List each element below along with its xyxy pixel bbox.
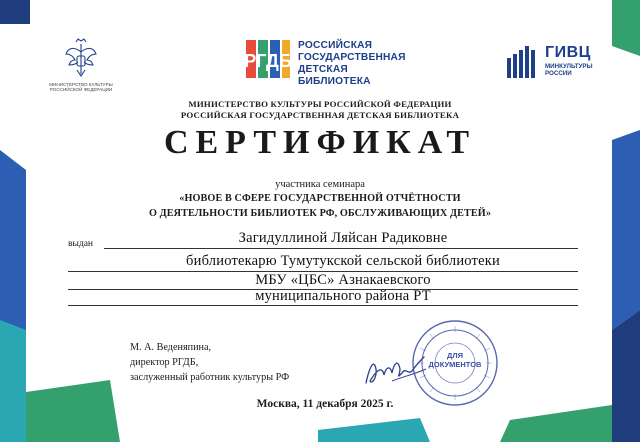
givc-logo-sub-line: РОССИИ — [545, 69, 572, 77]
band-bottom-mid-teal — [318, 418, 430, 442]
rgdb-logo-line: РОССИЙСКАЯ — [298, 40, 373, 51]
issue-date-text: Москва, 11 декабря 2025 г. — [256, 398, 394, 410]
rgdb-mark-icon — [244, 36, 292, 82]
givc-logo-title: ГИВЦ — [545, 44, 591, 61]
signatory-title: заслуженный работник культуры РФ — [130, 372, 290, 383]
eagle-emblem-icon — [64, 38, 98, 80]
recipient-name: Загидуллиной Ляйсан Радиковне — [238, 230, 448, 246]
certificate-title: СЕРТИФИКАТ — [163, 124, 477, 161]
issued-label: выдан — [68, 239, 94, 249]
stamp-label — [410, 352, 500, 369]
organizer-line-2: РОССИЙСКАЯ ГОСУДАРСТВЕННАЯ ДЕТСКАЯ БИБЛИОТЕКА — [180, 110, 460, 120]
seminar-title-line-2: О ДЕЯТЕЛЬНОСТИ БИБЛИОТЕК РФ, ОБСЛУЖИВАЮЩИХ ДЕТЕЙ» — [148, 208, 492, 219]
stamp — [410, 318, 500, 408]
stamp-label-line: ДЛЯ — [447, 351, 463, 360]
rgdb-logo-line: ГОСУДАРСТВЕННАЯ — [298, 52, 406, 63]
givc-logo-sub — [545, 64, 593, 78]
svg-text:РГДБ: РГДБ — [244, 51, 292, 71]
band-bottom-left-green — [26, 380, 120, 442]
issue-date — [0, 398, 640, 410]
organizer-line-1: МИНИСТЕРСТВО КУЛЬТУРЫ РОССИЙСКОЙ ФЕДЕРАЦИИ — [188, 99, 452, 109]
participant-label: участника семинара — [275, 179, 365, 190]
recipient-position: библиотекарю Тумутукской сельской библиотеки — [186, 253, 500, 269]
stamp-label-line: ДОКУМЕНТОВ — [428, 359, 482, 369]
recipient-organization: МБУ «ЦБС» Азнакаевского — [255, 272, 431, 288]
rgdb-logo-text — [298, 40, 414, 88]
seminar-title-line-1: «НОВОЕ В СФЕРЕ ГОСУДАРСТВЕННОЙ ОТЧЁТНОСТИ — [179, 193, 461, 204]
band-top-right — [612, 0, 640, 56]
ministry-logo-caption: МИНИСТЕРСТВО КУЛЬТУРЫ РОССИЙСКОЙ ФЕДЕРАЦИИ — [49, 82, 113, 93]
rgdb-logo-line: ДЕТСКАЯ БИБЛИОТЕКА — [298, 64, 371, 87]
givc-mark-icon — [505, 44, 541, 80]
signatory-name: М. А. Веденяпина, — [130, 342, 212, 353]
signatory-block — [130, 340, 289, 385]
givc-logo-sub-line: МИНКУЛЬТУРЫ — [545, 63, 593, 70]
band-left-teal — [0, 320, 26, 442]
signatory-position: директор РГДБ, — [130, 357, 199, 368]
band-bottom-right-green — [500, 405, 612, 442]
band-right-navy — [612, 310, 640, 442]
fill-line — [104, 248, 578, 249]
givc-logo — [505, 42, 615, 82]
fill-line — [68, 305, 578, 306]
recipient-district: муниципального района РТ — [255, 288, 431, 304]
ministry-logo — [44, 38, 118, 108]
band-top-left — [0, 0, 30, 24]
rgdb-logo — [244, 36, 414, 87]
